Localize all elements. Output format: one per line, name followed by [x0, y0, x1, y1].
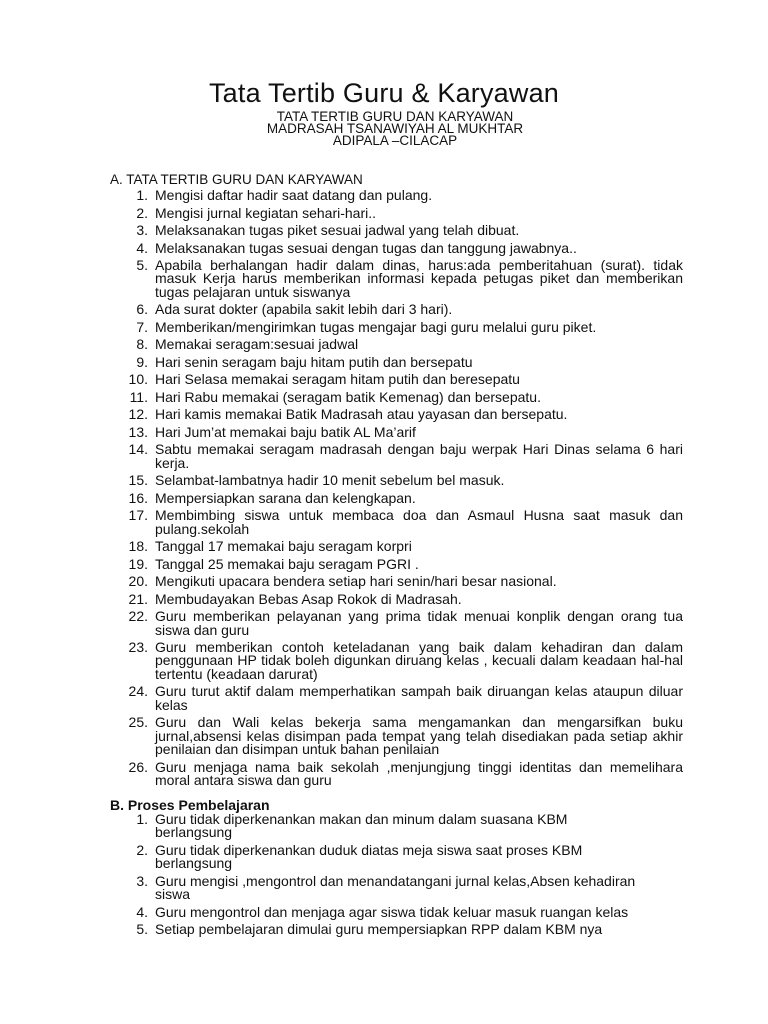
list-item [126, 474, 683, 487]
list-item [126, 224, 683, 237]
list-item [126, 189, 683, 202]
item-number: 24. [128, 683, 148, 700]
item-text: Melaksanakan tugas piket sesuai jadwal yang telah dibuat. [155, 222, 520, 238]
item-number: 23. [128, 639, 148, 656]
item-number: 16. [128, 489, 148, 506]
item-number: 5. [136, 257, 148, 273]
section-a-list [126, 189, 683, 791]
item-number: 22. [128, 608, 148, 625]
item-number: 7. [136, 318, 148, 335]
item-number: 21. [128, 590, 148, 607]
section-b-heading: B. Proses Pembelajaran [110, 797, 270, 813]
item-text: Guru mengontrol dan menjaga agar siswa tidak keluar masuk ruangan kelas [155, 903, 629, 920]
item-number: 5. [136, 921, 148, 938]
item-number: 3. [136, 222, 148, 238]
list-item [126, 641, 683, 681]
item-number: 6. [136, 301, 148, 318]
item-text: Guru tidak diperkenankan makan dan minum dalam suasana KBM berlangsung [155, 811, 568, 841]
item-text: Tanggal 25 memakai baju seragam PGRI . [155, 555, 419, 572]
subtitle-line: ADIPALA –CILACAP [332, 133, 458, 148]
item-number: 19. [128, 555, 148, 572]
page-title: Tata Tertib Guru & Karyawan [208, 78, 560, 108]
list-item [126, 685, 683, 712]
item-text: Guru mengisi ,mengontrol dan menandatangani jurnal kelas,Absen kehadiran siswa [155, 872, 636, 903]
item-text: Guru turut aktif dalam memperhatikan sampah baik diruangan kelas ataupun diluar kelas [155, 683, 683, 713]
item-number: 1. [136, 187, 148, 203]
item-number: 4. [136, 903, 148, 920]
list-item [126, 841, 646, 872]
item-text: Selambat-lambatnya hadir 10 menit sebelum bel masuk. [155, 472, 505, 489]
item-text: Mempersiapkan sarana dan kelengkapan. [155, 489, 416, 506]
item-text: Hari kamis memakai Batik Madrasah atau yayasan dan bersepatu. [155, 406, 568, 423]
item-number: 4. [136, 239, 148, 256]
item-text: Membimbing siswa untuk membaca doa dan Asmaul Husna saat masuk dan pulang.sekolah [155, 507, 683, 537]
section-a-heading: A. TATA TERTIB GURU DAN KARYAWAN [110, 172, 363, 187]
list-item [126, 443, 683, 470]
item-text: Mengisi daftar hadir saat datang dan pulang. [155, 187, 433, 203]
item-text: Memakai seragam:sesuai jadwal [155, 336, 359, 353]
list-item [126, 509, 683, 536]
item-text: Hari Rabu memakai (seragam batik Kemenag) dan bersepatu. [155, 388, 541, 405]
list-item [126, 489, 683, 506]
item-number: 1. [136, 811, 148, 827]
list-item [126, 590, 683, 607]
list-item [126, 575, 683, 588]
subtitle-line: MADRASAH TSANAWIYAH AL MUKHTAR [266, 121, 524, 136]
list-item [126, 423, 683, 440]
list-item [126, 758, 683, 788]
list-item [126, 239, 683, 256]
list-item [126, 353, 683, 370]
item-number: 3. [136, 872, 148, 889]
list-item [126, 555, 683, 572]
list-item [126, 903, 646, 920]
item-text: Ada surat dokter (apabila sakit lebih dari 3 hari). [155, 301, 453, 318]
list-item [126, 338, 683, 351]
item-text: Setiap pembelajaran dimulai guru mempersiapkan RPP dalam KBM nya [155, 921, 603, 938]
item-number: 2. [136, 841, 148, 858]
item-number: 25. [128, 714, 148, 731]
list-item [126, 204, 683, 221]
list-item [126, 716, 683, 756]
item-number: 17. [128, 507, 148, 524]
item-text: Membudayakan Bebas Asap Rokok di Madrasah. [155, 590, 462, 607]
list-item [126, 408, 683, 421]
item-number: 15. [128, 472, 148, 489]
list-item [126, 923, 646, 936]
item-text: Mengisi jurnal kegiatan sehari-hari.. [155, 204, 376, 221]
list-item [126, 303, 683, 316]
list-item [126, 540, 683, 553]
item-number: 12. [128, 406, 148, 423]
item-text: Hari senin seragam baju hitam putih dan bersepatu [155, 353, 473, 370]
item-text: Guru memberikan contoh keteladanan yang baik dalam kehadiran dan dalam penggunaan HP tidak boleh digunkan diruang kelas , kecuali dalam keadaan hal-hal tertentu (keadaan darurat) [155, 639, 683, 682]
item-text: Apabila berhalangan hadir dalam dinas, harus:ada pemberitahuan (surat). tidak masuk Kerja harus memberikan informasi kepada petugas piket dan memberikan tugas pelajaran untuk siswanya [155, 257, 683, 300]
item-number: 18. [128, 538, 148, 555]
item-text: Hari Selasa memakai seragam hitam putih dan beresepatu [155, 371, 520, 388]
section-b-list [126, 813, 646, 941]
subtitle-line: TATA TERTIB GURU DAN KARYAWAN [276, 109, 514, 124]
list-item [126, 813, 646, 840]
list-item [126, 259, 683, 299]
list-item [126, 373, 683, 386]
item-number: 13. [128, 423, 148, 440]
item-number: 2. [136, 204, 148, 221]
item-number: 8. [136, 336, 148, 353]
item-text: Guru memberikan pelayanan yang prima tidak menuai konplik dengan orang tua siswa dan guru [155, 608, 683, 638]
item-number: 26. [128, 758, 148, 775]
item-text: Memberikan/mengirimkan tugas mengajar bagi guru melalui guru piket. [155, 318, 597, 335]
item-text: Hari Jum’at memakai baju batik AL Ma’arif [155, 423, 416, 440]
item-text: Sabtu memakai seragam madrasah dengan baju werpak Hari Dinas selama 6 hari kerja. [155, 441, 683, 471]
item-number: 9. [136, 353, 148, 370]
list-item [126, 388, 683, 405]
item-text: Guru dan Wali kelas bekerja sama mengamankan dan mengarsifkan buku jurnal,absensi kelas disimpan pada tempat yang telah disediakan pada setiap akhir penilaian dan disimpan untuk bahan penilaian [155, 714, 683, 758]
item-text: Melaksanakan tugas sesuai dengan tugas dan tanggung jawabnya.. [155, 239, 577, 256]
list-item [126, 610, 683, 637]
item-text: Mengikuti upacara bendera setiap hari senin/hari besar nasional. [155, 573, 557, 590]
item-text: Tanggal 17 memakai baju seragam korpri [155, 538, 412, 555]
item-number: 11. [129, 388, 148, 405]
item-number: 10. [128, 371, 148, 388]
list-item [126, 872, 646, 903]
item-number: 20. [128, 573, 148, 590]
item-text: Guru tidak diperkenankan duduk diatas meja siswa saat proses KBM berlangsung [155, 841, 583, 872]
list-item [126, 318, 683, 335]
item-text: Guru menjaga nama baik sekolah ,menjungjung tinggi identitas dan memelihara moral antara siswa dan guru [155, 758, 683, 788]
item-number: 14. [128, 441, 148, 458]
